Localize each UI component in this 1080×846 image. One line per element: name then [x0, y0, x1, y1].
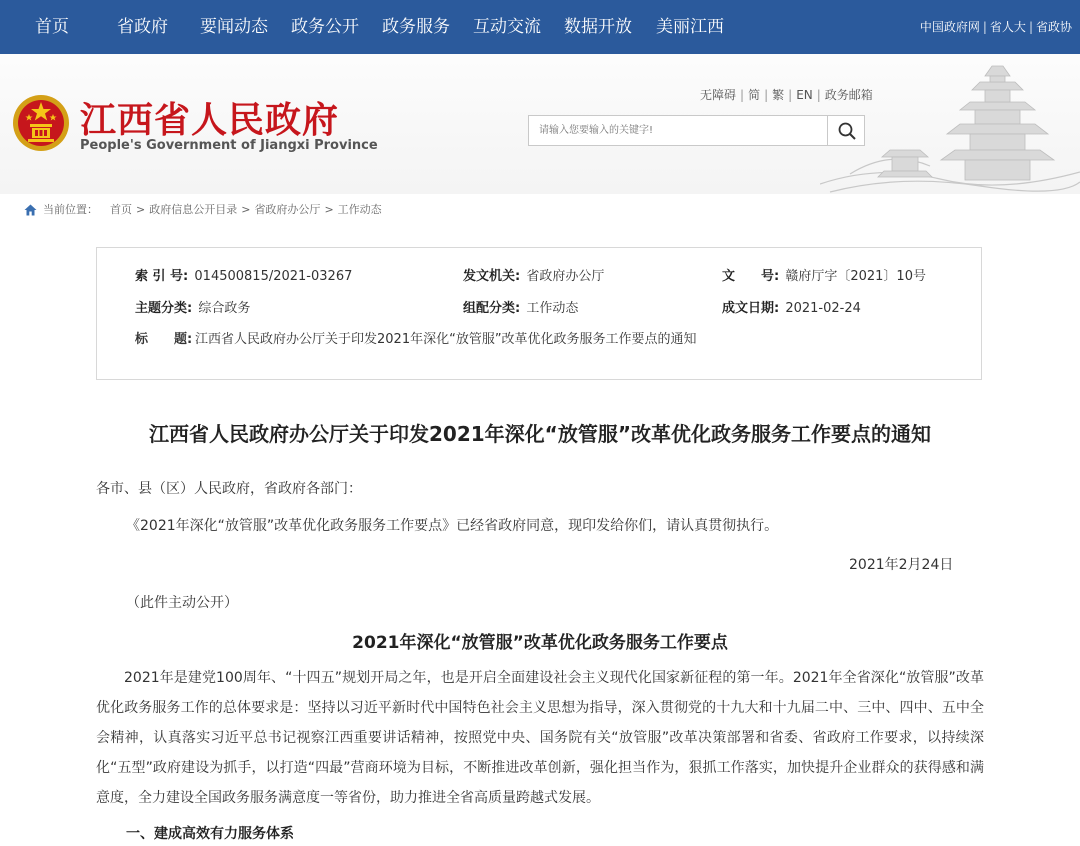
nav-item-open-data[interactable]: 数据开放: [564, 17, 632, 37]
document-meta-box: [96, 247, 982, 380]
nav-item-provincial-gov[interactable]: 省政府: [117, 17, 168, 37]
breadcrumb-arrow: >: [136, 203, 146, 216]
pavilion-illustration-icon: [820, 54, 1080, 194]
link-cppcc[interactable]: 省政协: [1035, 20, 1072, 34]
meta-topic-label: 主题分类:: [135, 301, 193, 316]
meta-group-value: 工作动态: [526, 301, 579, 316]
link-china-gov[interactable]: 中国政府网: [919, 20, 980, 34]
breadcrumb-arrow: >: [241, 203, 251, 216]
separator: |: [816, 88, 821, 102]
site-subtitle: People's Government of Jiangxi Province: [80, 138, 378, 153]
attachment-title: 2021年深化“放管服”改革优化政务服务工作要点: [352, 633, 728, 653]
separator: |: [740, 88, 745, 102]
top-nav: [0, 0, 1080, 54]
separator: |: [982, 20, 987, 34]
meta-date-label: 成文日期:: [722, 301, 780, 316]
link-traditional[interactable]: 繁: [772, 88, 785, 102]
section-heading-1: 一、建成高效有力服务体系: [126, 826, 294, 842]
meta-date-value: 2021-02-24: [785, 301, 861, 316]
meta-issuer-value: 省政府办公厅: [526, 269, 605, 284]
meta-index: [135, 265, 352, 284]
meta-docno: [722, 265, 926, 284]
link-gov-mail[interactable]: 政务邮箱: [824, 88, 873, 102]
breadcrumb-home[interactable]: 首页: [110, 203, 132, 216]
body-paragraph: 2021年是建党100周年、“十四五”规划开局之年，也是开启全面建设社会主义现代化国家新征程的第一年。2021年全省深化“放管服”改革优化政务服务工作的总体要求是：坚持以习近平新时代中国特色社会主义思想为指导，深入贯彻党的十九大和十九届二中、三中、四中、五中全会精神，认真落实习近平总书记视察江西重要讲话精神，按照党中央、国务院有关“放管服”改革决策部署和省委、省政府工作要求，以持续深化“五型”政府建设为抓手，以打造“四最”营商环境为目标，不断推进改革创新，强化担当作为，狠抓工作落实，加快提升企业群众的获得感和满意度，全力建设全国政务服务满意度一等省份，助力推进全省高质量跨越式发展。: [96, 670, 984, 806]
home-icon: [24, 204, 37, 216]
breadcrumb-general-office[interactable]: 省政府办公厅: [254, 203, 321, 216]
link-accessibility[interactable]: 无障碍: [700, 88, 737, 102]
external-links: [920, 0, 1072, 54]
national-emblem-icon: [12, 94, 70, 152]
meta-group-label: 组配分类:: [463, 301, 521, 316]
link-english[interactable]: EN: [796, 88, 813, 102]
document-date: 2021年2月24日: [849, 557, 954, 573]
public-note: （此件主动公开）: [126, 595, 238, 611]
link-simplified[interactable]: 简: [748, 88, 761, 102]
salutation: 各市、县（区）人民政府，省政府各部门：: [96, 481, 362, 497]
breadcrumb-arrow: >: [324, 203, 334, 216]
site-title[interactable]: 江西省人民政府: [80, 99, 340, 141]
breadcrumb: [24, 201, 382, 217]
meta-issuer: [463, 265, 604, 284]
nav-item-news[interactable]: 要闻动态: [200, 17, 268, 37]
meta-group: [463, 297, 578, 316]
link-npc[interactable]: 省人大: [989, 20, 1026, 34]
meta-topic-value: 综合政务: [198, 301, 251, 316]
separator: |: [1028, 20, 1033, 34]
meta-index-value: 014500815/2021-03267: [194, 269, 353, 284]
nav-item-gov-services[interactable]: 政务服务: [382, 17, 450, 37]
breadcrumb-label: 当前位置：: [43, 203, 98, 216]
meta-docno-label: 文 号:: [722, 269, 780, 284]
nav-item-beautiful-jiangxi[interactable]: 美丽江西: [656, 17, 724, 37]
meta-title-label: 标 题:: [135, 332, 193, 347]
nav-item-home[interactable]: 首页: [35, 17, 69, 37]
meta-topic: [135, 297, 250, 316]
separator: |: [764, 88, 769, 102]
meta-docno-value: 赣府厅字〔2021〕10号: [785, 269, 926, 284]
meta-date: [722, 297, 861, 316]
separator: |: [788, 88, 793, 102]
meta-index-label: 索 引 号:: [135, 269, 189, 284]
breadcrumb-info-directory[interactable]: 政府信息公开目录: [149, 203, 238, 216]
meta-issuer-label: 发文机关:: [463, 269, 521, 284]
site-header: [0, 54, 1080, 194]
meta-title-value: 江西省人民政府办公厅关于印发2021年深化“放管服”改革优化政务服务工作要点的通知: [195, 332, 697, 347]
nav-item-interaction[interactable]: 互动交流: [473, 17, 541, 37]
breadcrumb-work-news[interactable]: 工作动态: [337, 203, 382, 216]
search-input[interactable]: [528, 115, 828, 146]
intro-paragraph: 《2021年深化“放管服”改革优化政务服务工作要点》已经省政府同意，现印发给你们，请认真贯彻执行。: [126, 518, 779, 534]
document-title: 江西省人民政府办公厅关于印发2021年深化“放管服”改革优化政务服务工作要点的通知: [149, 422, 931, 446]
nav-item-gov-affairs-open[interactable]: 政务公开: [291, 17, 359, 37]
